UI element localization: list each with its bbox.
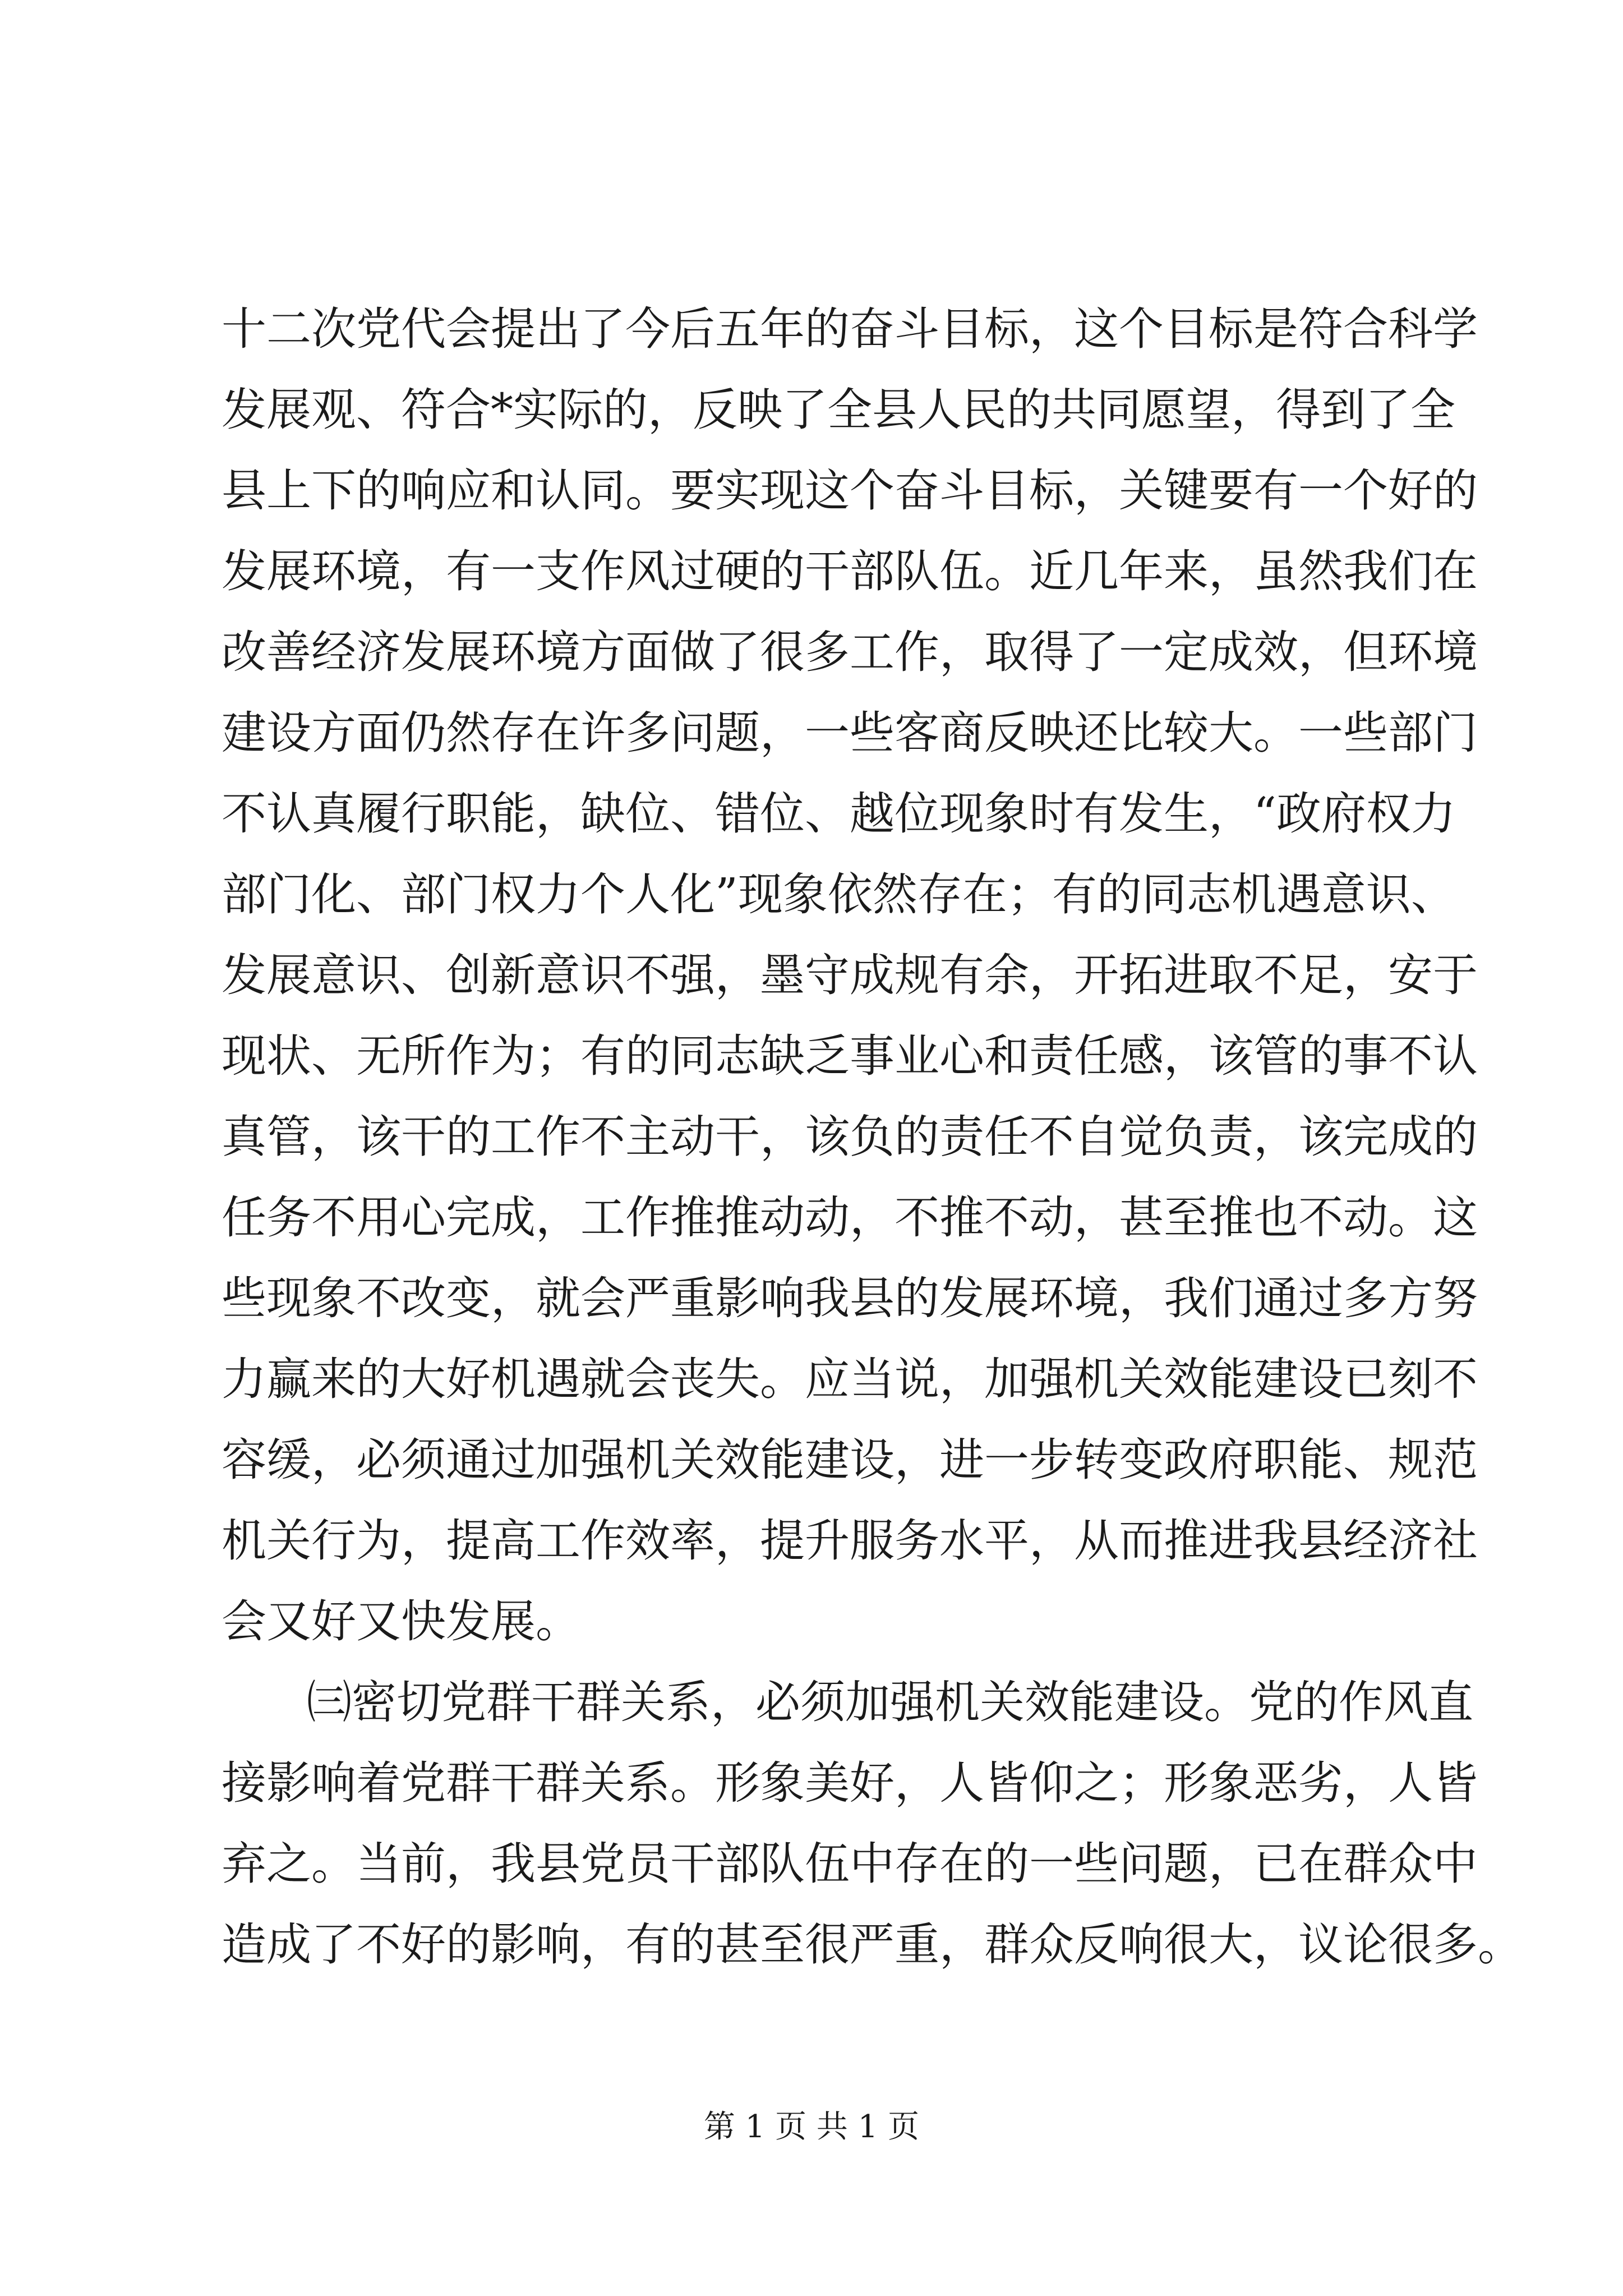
text-line: 十二次党代会提出了今后五年的奋斗目标，这个目标是符合科学	[222, 303, 1478, 355]
text-line: 改善经济发展环境方面做了很多工作，取得了一定成效，但环境	[222, 626, 1478, 678]
text-line: 会又好又快发展。	[222, 1595, 580, 1648]
paragraph-1	[222, 289, 1478, 1662]
document-body	[222, 289, 1523, 1985]
text-line: 真管，该干的工作不主动干，该负的责任不自觉负责，该完成的	[222, 1111, 1478, 1163]
page-footer	[0, 2105, 1623, 2150]
text-line: 任务不用心完成，工作推推动动，不推不动，甚至推也不动。这	[222, 1191, 1478, 1244]
text-line: 发展意识、创新意识不强，墨守成规有余，开拓进取不足，安于	[222, 949, 1478, 1001]
text-line: 发展环境，有一支作风过硬的干部队伍。近几年来，虽然我们在	[222, 545, 1478, 597]
text-line: 机关行为，提高工作效率，提升服务水平，从而推进我县经济社	[222, 1515, 1478, 1567]
text-line: 发展观、符合*实际的，反映了全县人民的共同愿望，得到了全	[222, 384, 1455, 436]
text-line: 不认真履行职能，缺位、错位、越位现象时有发生，“政府权力	[222, 788, 1456, 840]
text-line: 部门化、部门权力个人化”现象依然存在；有的同志机遇意识、	[222, 868, 1456, 921]
text-line: 造成了不好的影响，有的甚至很严重，群众反响很大，议论很多。	[222, 1918, 1523, 1971]
text-line: 些现象不改变，就会严重影响我县的发展环境，我们通过多方努	[222, 1272, 1478, 1324]
text-line: 现状、无所作为；有的同志缺乏事业心和责任感，该管的事不认	[222, 1030, 1478, 1082]
paragraph-2	[222, 1662, 1523, 1985]
text-line: 弃之。当前，我县党员干部队伍中存在的一些问题，已在群众中	[222, 1838, 1478, 1890]
text-line: 建设方面仍然存在许多问题，一些客商反映还比较大。一些部门	[222, 707, 1478, 759]
page-number-label: 第 1 页 共 1 页	[703, 2109, 920, 2145]
text-line: ㈢密切党群干群关系，必须加强机关效能建设。党的作风直	[307, 1676, 1473, 1728]
text-line: 力赢来的大好机遇就会丧失。应当说，加强机关效能建设已刻不	[222, 1353, 1478, 1405]
text-line: 容缓，必须通过加强机关效能建设，进一步转变政府职能、规范	[222, 1434, 1478, 1486]
text-line: 县上下的响应和认同。要实现这个奋斗目标，关键要有一个好的	[222, 464, 1478, 517]
text-line: 接影响着党群干群关系。形象美好，人皆仰之；形象恶劣，人皆	[222, 1757, 1478, 1809]
